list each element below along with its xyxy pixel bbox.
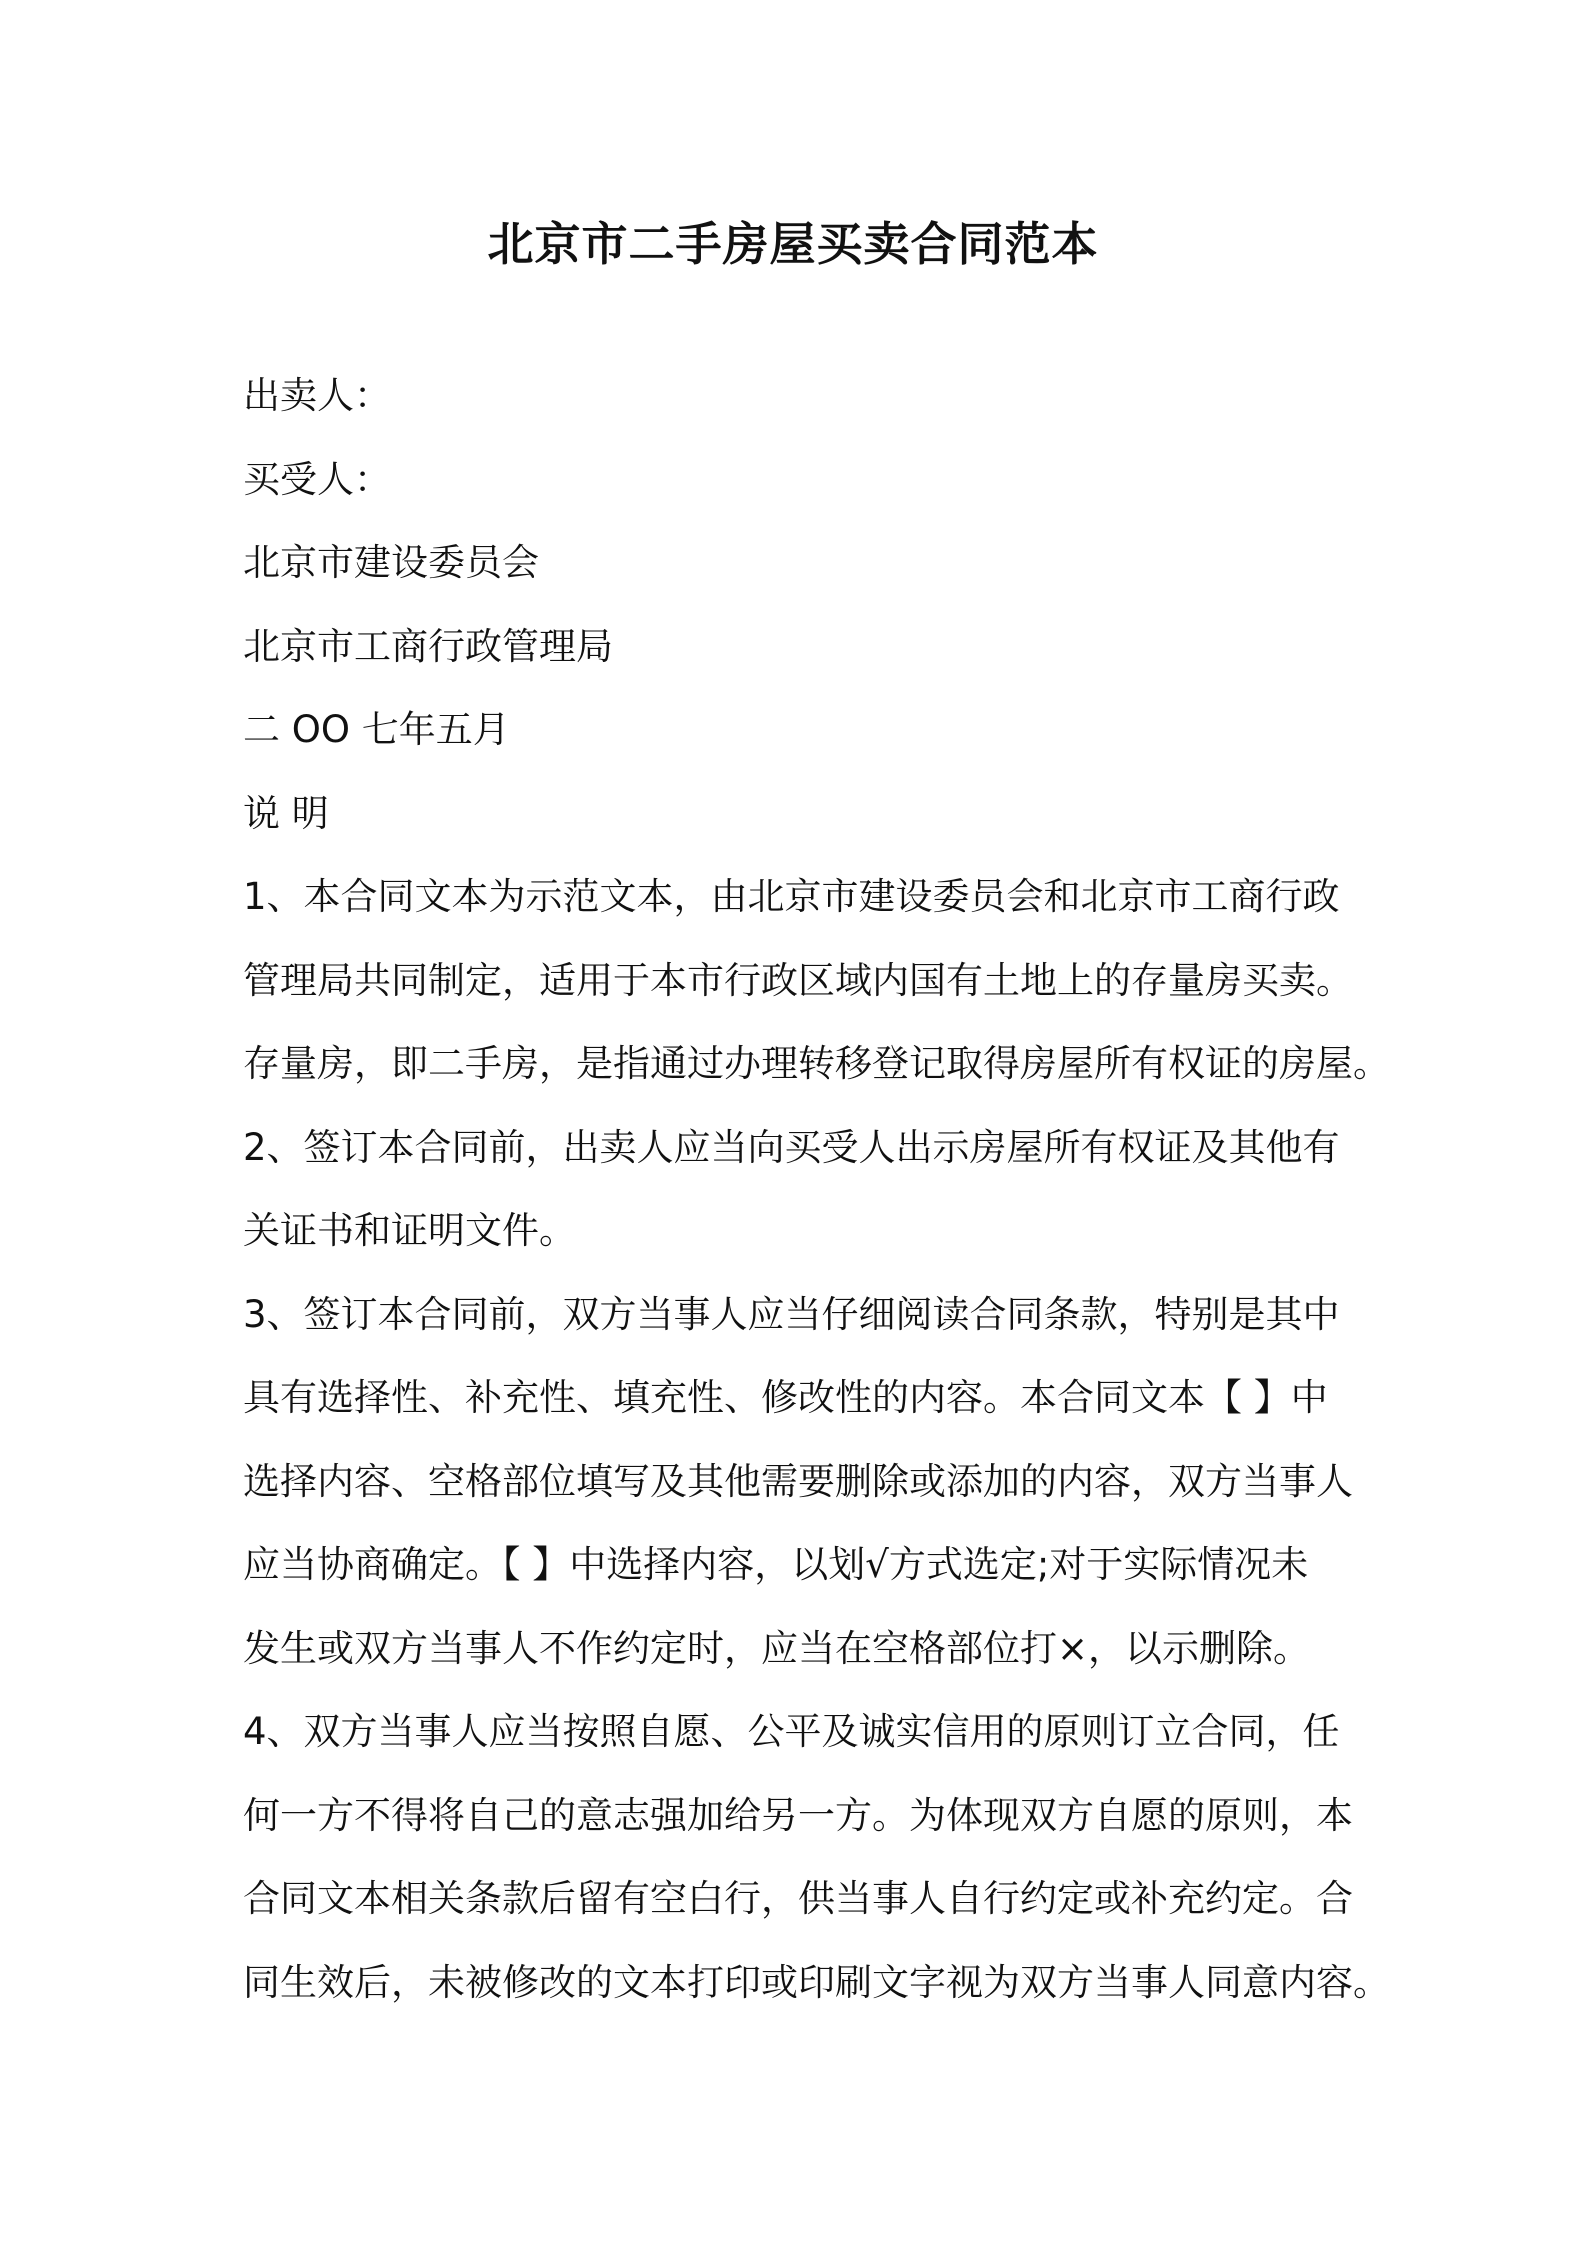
body-line: 4、双方当事人应当按照自愿、公平及诚实信用的原则订立合同，任 [243,1710,1340,1753]
body-line: 2、签订本合同前，出卖人应当向买受人出示房屋所有权证及其他有 [243,1125,1340,1169]
body-line: 同生效后，未被修改的文本打印或印刷文字视为双方当事人同意内容。 [243,1960,1390,2004]
body-line: 选择内容、空格部位填写及其他需要删除或添加的内容，双方当事人 [243,1459,1353,1503]
body-line: 3、签订本合同前，双方当事人应当仔细阅读合同条款，特别是其中 [243,1292,1340,1336]
document-body [243,366,1390,2036]
issuer-construction-committee: 北京市建设委员会 [243,541,539,584]
section-heading-notes: 说 明 [243,791,329,835]
body-line: 应当协商确定。【 】中选择内容，以划√方式选定;对于实际情况未 [243,1543,1309,1586]
issue-date: 二 OO 七年五月 [243,708,510,751]
seller-label: 出卖人： [243,374,391,417]
body-line: 发生或双方当事人不作约定时，应当在空格部位打×，以示删除。 [243,1626,1311,1670]
body-line: 具有选择性、补充性、填充性、修改性的内容。本合同文本【 】中 [243,1376,1328,1419]
document-title: 北京市二手房屋买卖合同范本 [487,217,1099,271]
body-line: 存量房，即二手房，是指通过办理转移登记取得房屋所有权证的房屋。 [243,1042,1390,1085]
body-line: 1、本合同文本为示范文本，由北京市建设委员会和北京市工商行政 [243,875,1340,918]
body-line: 管理局共同制定，适用于本市行政区域内国有土地上的存量房买卖。 [243,958,1353,1002]
body-line: 何一方不得将自己的意志强加给另一方。为体现双方自愿的原则，本 [243,1793,1353,1837]
buyer-label: 买受人： [243,457,391,501]
body-line: 关证书和证明文件。 [243,1209,576,1252]
issuer-industry-commerce-bureau: 北京市工商行政管理局 [243,624,613,668]
body-line: 合同文本相关条款后留有空白行，供当事人自行约定或补充约定。合 [243,1877,1353,1920]
